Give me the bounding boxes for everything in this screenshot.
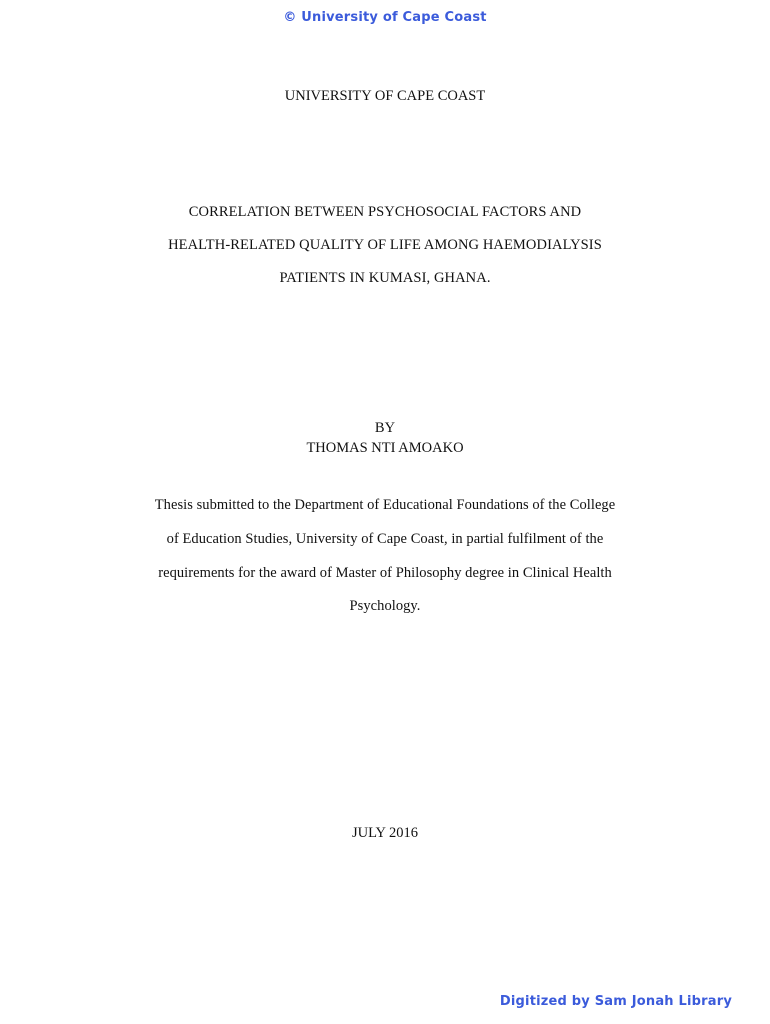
university-name: UNIVERSITY OF CAPE COAST [284,88,486,104]
submission-statement-line-2: of Education Studies, University of Cape Coast, in partial fulfilment of the [166,531,604,547]
submission-date: JULY 2016 [351,825,419,841]
submission-statement-line-4: Psychology. [349,598,421,614]
submission-statement-line-3: requirements for the award of Master of Philosophy degree in Clinical Health [158,565,612,581]
watermark-bottom: Digitized by Sam Jonah Library [499,994,732,1009]
thesis-title-line-1: CORRELATION BETWEEN PSYCHOSOCIAL FACTORS AND [188,204,582,220]
author-name: THOMAS NTI AMOAKO [306,440,464,456]
thesis-title-line-2: HEALTH-RELATED QUALITY OF LIFE AMONG HAEMODIALYSIS [168,237,602,253]
by-label: BY [374,420,396,436]
thesis-title-line-3: PATIENTS IN KUMASI, GHANA. [279,270,491,286]
watermark-top: © University of Cape Coast [283,10,487,25]
submission-statement-line-1: Thesis submitted to the Department of Educational Foundations of the College [154,497,616,513]
